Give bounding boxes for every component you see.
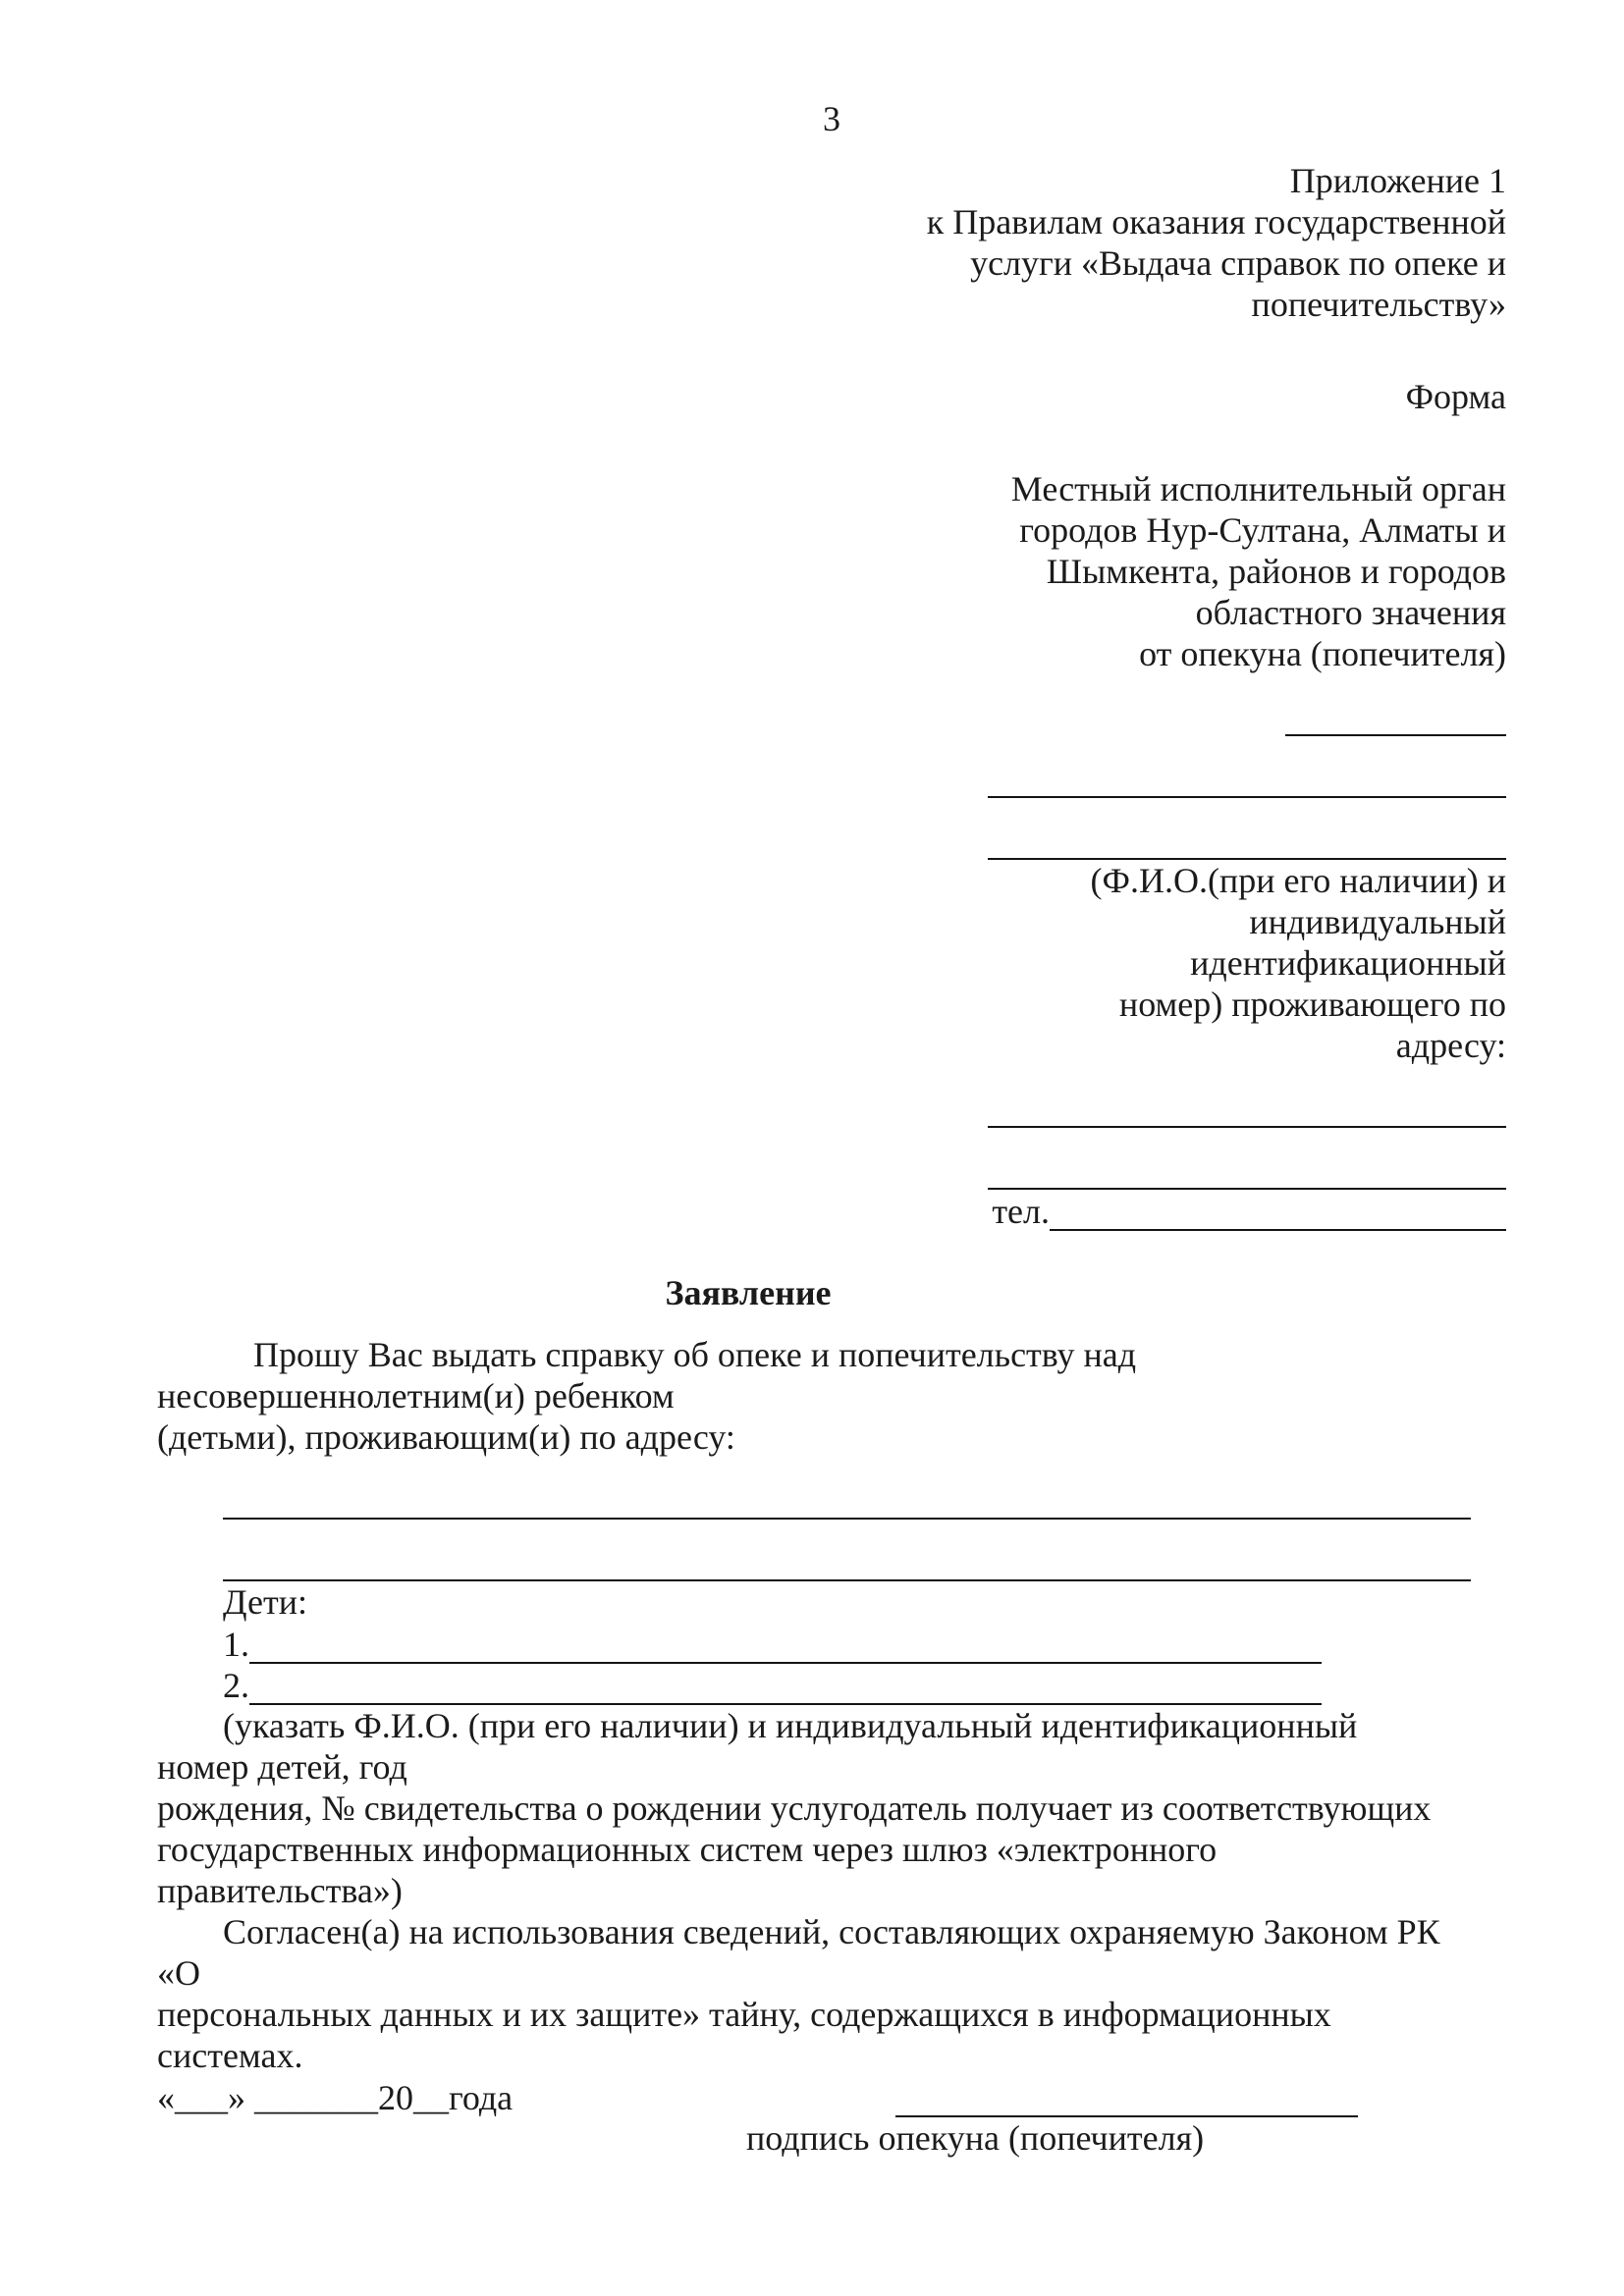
blank-line <box>223 1546 1471 1581</box>
note-line: правительства») <box>157 1871 403 1910</box>
note-line: государственных информационных систем через шлюз «электронного <box>157 1830 1218 1869</box>
children-address-blank-row <box>223 1540 1506 1581</box>
child-entry-row <box>223 1664 1506 1705</box>
request-line: (детьми), проживающим(и) по адресу: <box>157 1417 735 1457</box>
appendix-header <box>157 160 1506 325</box>
consent-line: персональных данных и их защите» тайну, содержащихся в информационных <box>157 1995 1331 2034</box>
request-line: Прошу Вас выдать справку об опеке и попечительству над <box>253 1335 1137 1374</box>
child-number: 1. <box>223 1625 249 1664</box>
consent-paragraph <box>157 1911 1506 2076</box>
fio-caption-line: (Ф.И.О.(при его наличии) и <box>1090 861 1506 900</box>
date-signature-row <box>157 2076 1506 2117</box>
blank-line <box>988 1093 1506 1128</box>
applicant-name-blank-row <box>157 757 1506 798</box>
consent-line: «О <box>157 1953 200 1993</box>
blank-line <box>1285 701 1506 736</box>
telephone-label: тел. <box>992 1192 1050 1231</box>
addressee-line: областного значения <box>1195 593 1506 632</box>
note-line: рождения, № свидетельства о рождении услугодатель получает из соответствующих <box>157 1789 1432 1828</box>
blank-line <box>223 1484 1471 1520</box>
signature-blank-line <box>895 2082 1358 2117</box>
fio-caption-line: идентификационный <box>1190 943 1506 983</box>
statement-title: Заявление <box>665 1273 832 1312</box>
fio-caption-line: индивидуальный <box>1249 902 1506 941</box>
addressee-line: от опекуна (попечителя) <box>1139 634 1506 673</box>
blank-line <box>249 1670 1322 1705</box>
applicant-name-blank-row <box>157 695 1506 736</box>
blank-line <box>988 1154 1506 1190</box>
blank-line <box>1050 1196 1506 1231</box>
telephone-row <box>157 1190 1506 1231</box>
appendix-header-line: попечительству» <box>1251 285 1506 324</box>
blank-line <box>988 825 1506 860</box>
children-address-blank-row <box>223 1478 1506 1520</box>
signature-caption: подпись опекуна (попечителя) <box>746 2118 1205 2158</box>
form-label: Форма <box>1405 377 1506 416</box>
fio-caption <box>157 860 1506 1066</box>
fio-caption-line: адресу: <box>1395 1026 1506 1065</box>
page-number: 3 <box>823 99 840 138</box>
child-entry-row <box>223 1623 1506 1664</box>
date-line: «___» _______20__года <box>157 2078 514 2117</box>
children-label: Дети: <box>223 1582 307 1622</box>
applicant-name-blank-row <box>157 819 1506 860</box>
addressee-block <box>157 468 1506 674</box>
blank-line <box>249 1629 1322 1664</box>
consent-line: Согласен(а) на использования сведений, составляющих охраняемую Законом РК <box>223 1912 1440 1951</box>
request-paragraph <box>157 1334 1506 1458</box>
address-blank-row <box>157 1087 1506 1128</box>
fio-caption-line: номер) проживающего по <box>1118 985 1506 1024</box>
request-line: несовершеннолетним(и) ребенком <box>157 1376 675 1415</box>
note-line: номер детей, год <box>157 1747 407 1787</box>
blank-line <box>988 763 1506 798</box>
note-line: (указать Ф.И.О. (при его наличии) и индивидуальный идентификационный <box>223 1706 1358 1745</box>
consent-line: системах. <box>157 2036 303 2075</box>
appendix-header-line: услуги «Выдача справок по опеке и <box>970 243 1506 283</box>
appendix-header-line: к Правилам оказания государственной <box>926 202 1506 241</box>
address-blank-row <box>157 1148 1506 1190</box>
child-number: 2. <box>223 1666 249 1705</box>
appendix-header-line: Приложение 1 <box>1289 161 1506 200</box>
addressee-line: Шымкента, районов и городов <box>1046 552 1506 591</box>
note-paragraph <box>157 1705 1506 1911</box>
addressee-line: городов Нур-Султана, Алматы и <box>1019 510 1506 550</box>
addressee-line: Местный исполнительный орган <box>1010 469 1506 508</box>
